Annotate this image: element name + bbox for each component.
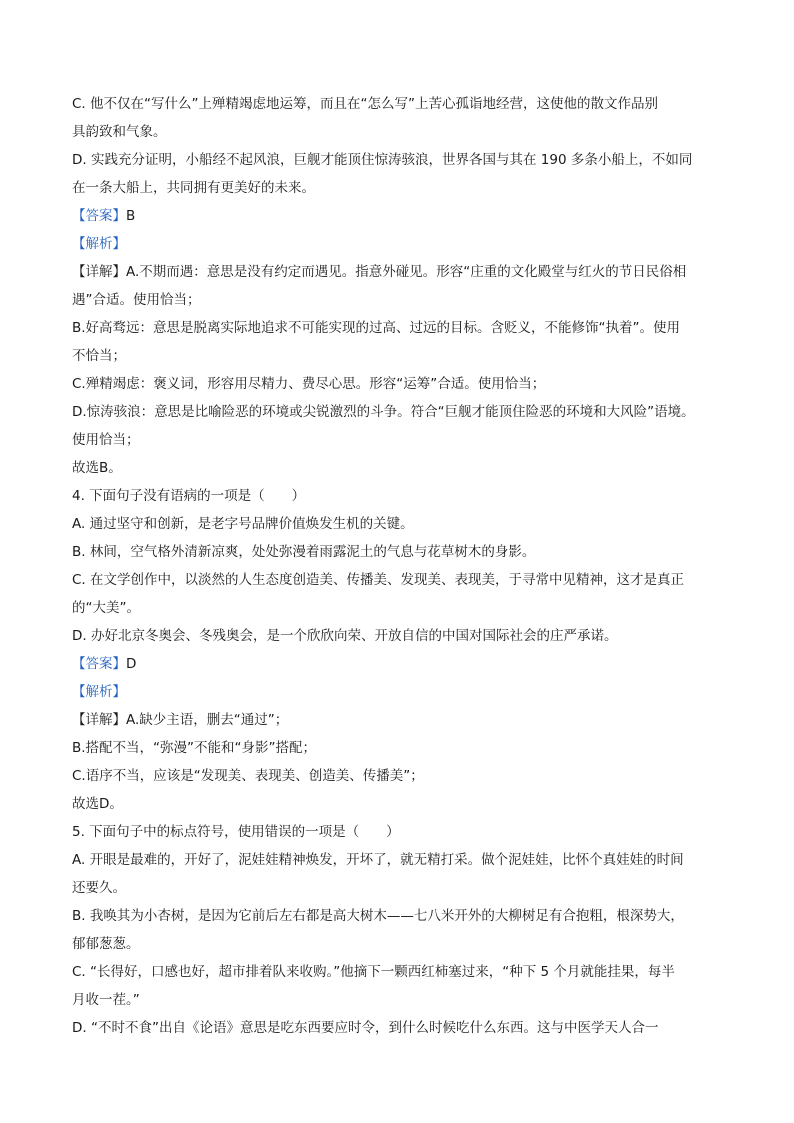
line-text: B. 林间，空气格外清新凉爽，处处弥漫着雨露泥土的气息与花草树木的身影。 <box>72 544 536 560</box>
line-text: 的“大美”。 <box>72 600 140 616</box>
line-text: 在一条大船上，共同拥有更美好的未来。 <box>72 180 315 196</box>
text-line <box>72 622 714 650</box>
text-line <box>72 818 714 846</box>
line-text: 不恰当； <box>72 348 126 364</box>
text-line <box>72 510 714 538</box>
text-line <box>72 846 714 874</box>
line-text: 月收一茬。” <box>72 992 140 1008</box>
text-line <box>72 1014 714 1042</box>
line-text: 故选B。 <box>72 460 122 476</box>
section-tag: 【解析】 <box>72 684 126 700</box>
text-line <box>72 790 714 818</box>
text-line <box>72 930 714 958</box>
section-label-line <box>72 202 714 230</box>
text-line <box>72 258 714 286</box>
line-text: 遇”合适。使用恰当； <box>72 292 201 308</box>
text-line <box>72 986 714 1014</box>
line-text: A. 开眼是最难的，开好了，泥娃娃精神焕发，开坏了，就无精打采。做个泥娃娃，比怀个真娃娃的时间 <box>72 852 684 868</box>
section-label-line <box>72 230 714 258</box>
text-line <box>72 594 714 622</box>
line-text: C. “长得好，口感也好，超市排着队来收购。”他摘下一颗西红柿塞过来，“种下 5 个月就能挂果，每半 <box>72 964 675 980</box>
section-tag: 【答案】 <box>72 656 126 672</box>
line-text: B.搭配不当，“弥漫”不能和“身影”搭配； <box>72 740 317 756</box>
line-text: D <box>126 656 137 672</box>
text-line <box>72 958 714 986</box>
text-line <box>72 538 714 566</box>
line-text: 5. 下面句子中的标点符号，使用错误的一项是（ ） <box>72 824 400 840</box>
text-line <box>72 146 714 174</box>
line-text: C.殚精竭虑：褒义词，形容用尽精力、费尽心思。形容“运筹”合适。使用恰当； <box>72 376 546 392</box>
text-line <box>72 174 714 202</box>
line-text: 故选D。 <box>72 796 123 812</box>
text-line <box>72 482 714 510</box>
line-text: B. 我唤其为小杏树，是因为它前后左右都是高大树木——七八米开外的大柳树足有合抱粗，根深势大， <box>72 908 684 924</box>
line-text: A. 通过坚守和创新，是老字号品牌价值焕发生机的关键。 <box>72 516 414 532</box>
text-line <box>72 734 714 762</box>
line-text: D.惊涛骇浪：意思是比喻险恶的环境或尖锐激烈的斗争。符合“巨舰才能顶住险恶的环境和大风险”语境。 <box>72 404 695 420</box>
line-text: D. “不时不食”出自《论语》意思是吃东西要应时令，到什么时候吃什么东西。这与中医学天人合一 <box>72 1020 659 1036</box>
text-line <box>72 314 714 342</box>
text-line <box>72 342 714 370</box>
line-text: 使用恰当； <box>72 432 140 448</box>
text-line <box>72 762 714 790</box>
line-text: 4. 下面句子没有语病的一项是（ ） <box>72 488 306 504</box>
text-line <box>72 706 714 734</box>
text-line <box>72 286 714 314</box>
line-text: 还要久。 <box>72 880 126 896</box>
line-text: C.语序不当，应该是“发现美、表现美、创造美、传播美”； <box>72 768 424 784</box>
section-label-line <box>72 650 714 678</box>
section-tag: 【解析】 <box>72 236 126 252</box>
text-line <box>72 874 714 902</box>
text-line <box>72 426 714 454</box>
line-text: C. 他不仅在“写什么”上殚精竭虑地运筹，而且在“怎么写”上苦心孤诣地经营，这使他的散文作品别 <box>72 96 658 112</box>
text-line <box>72 90 714 118</box>
text-line <box>72 566 714 594</box>
section-tag: 【答案】 <box>72 208 126 224</box>
line-text: 【详解】A.缺少主语，删去“通过”； <box>72 712 289 728</box>
text-line <box>72 454 714 482</box>
line-text: D. 实践充分证明，小船经不起风浪，巨舰才能顶住惊涛骇浪，世界各国与其在 190 多条小船上，不如同 <box>72 152 693 168</box>
text-line <box>72 902 714 930</box>
line-text: 【详解】A.不期而遇：意思是没有约定而遇见。指意外碰见。形容“庄重的文化殿堂与红火的节日民俗相 <box>72 264 687 280</box>
line-text: 具韵致和气象。 <box>72 124 167 140</box>
text-line <box>72 370 714 398</box>
text-line <box>72 398 714 426</box>
line-text: B <box>126 208 136 224</box>
line-text: 郁郁葱葱。 <box>72 936 140 952</box>
line-text: C. 在文学创作中，以淡然的人生态度创造美、传播美、发现美、表现美，于寻常中见精神，这才是真正 <box>72 572 685 588</box>
text-line <box>72 118 714 146</box>
section-label-line <box>72 678 714 706</box>
line-text: D. 办好北京冬奥会、冬残奥会，是一个欣欣向荣、开放自信的中国对国际社会的庄严承诺。 <box>72 628 618 644</box>
line-text: B.好高骛远：意思是脱离实际地追求不可能实现的过高、过远的目标。含贬义，不能修饰“执着”。使用 <box>72 320 681 336</box>
